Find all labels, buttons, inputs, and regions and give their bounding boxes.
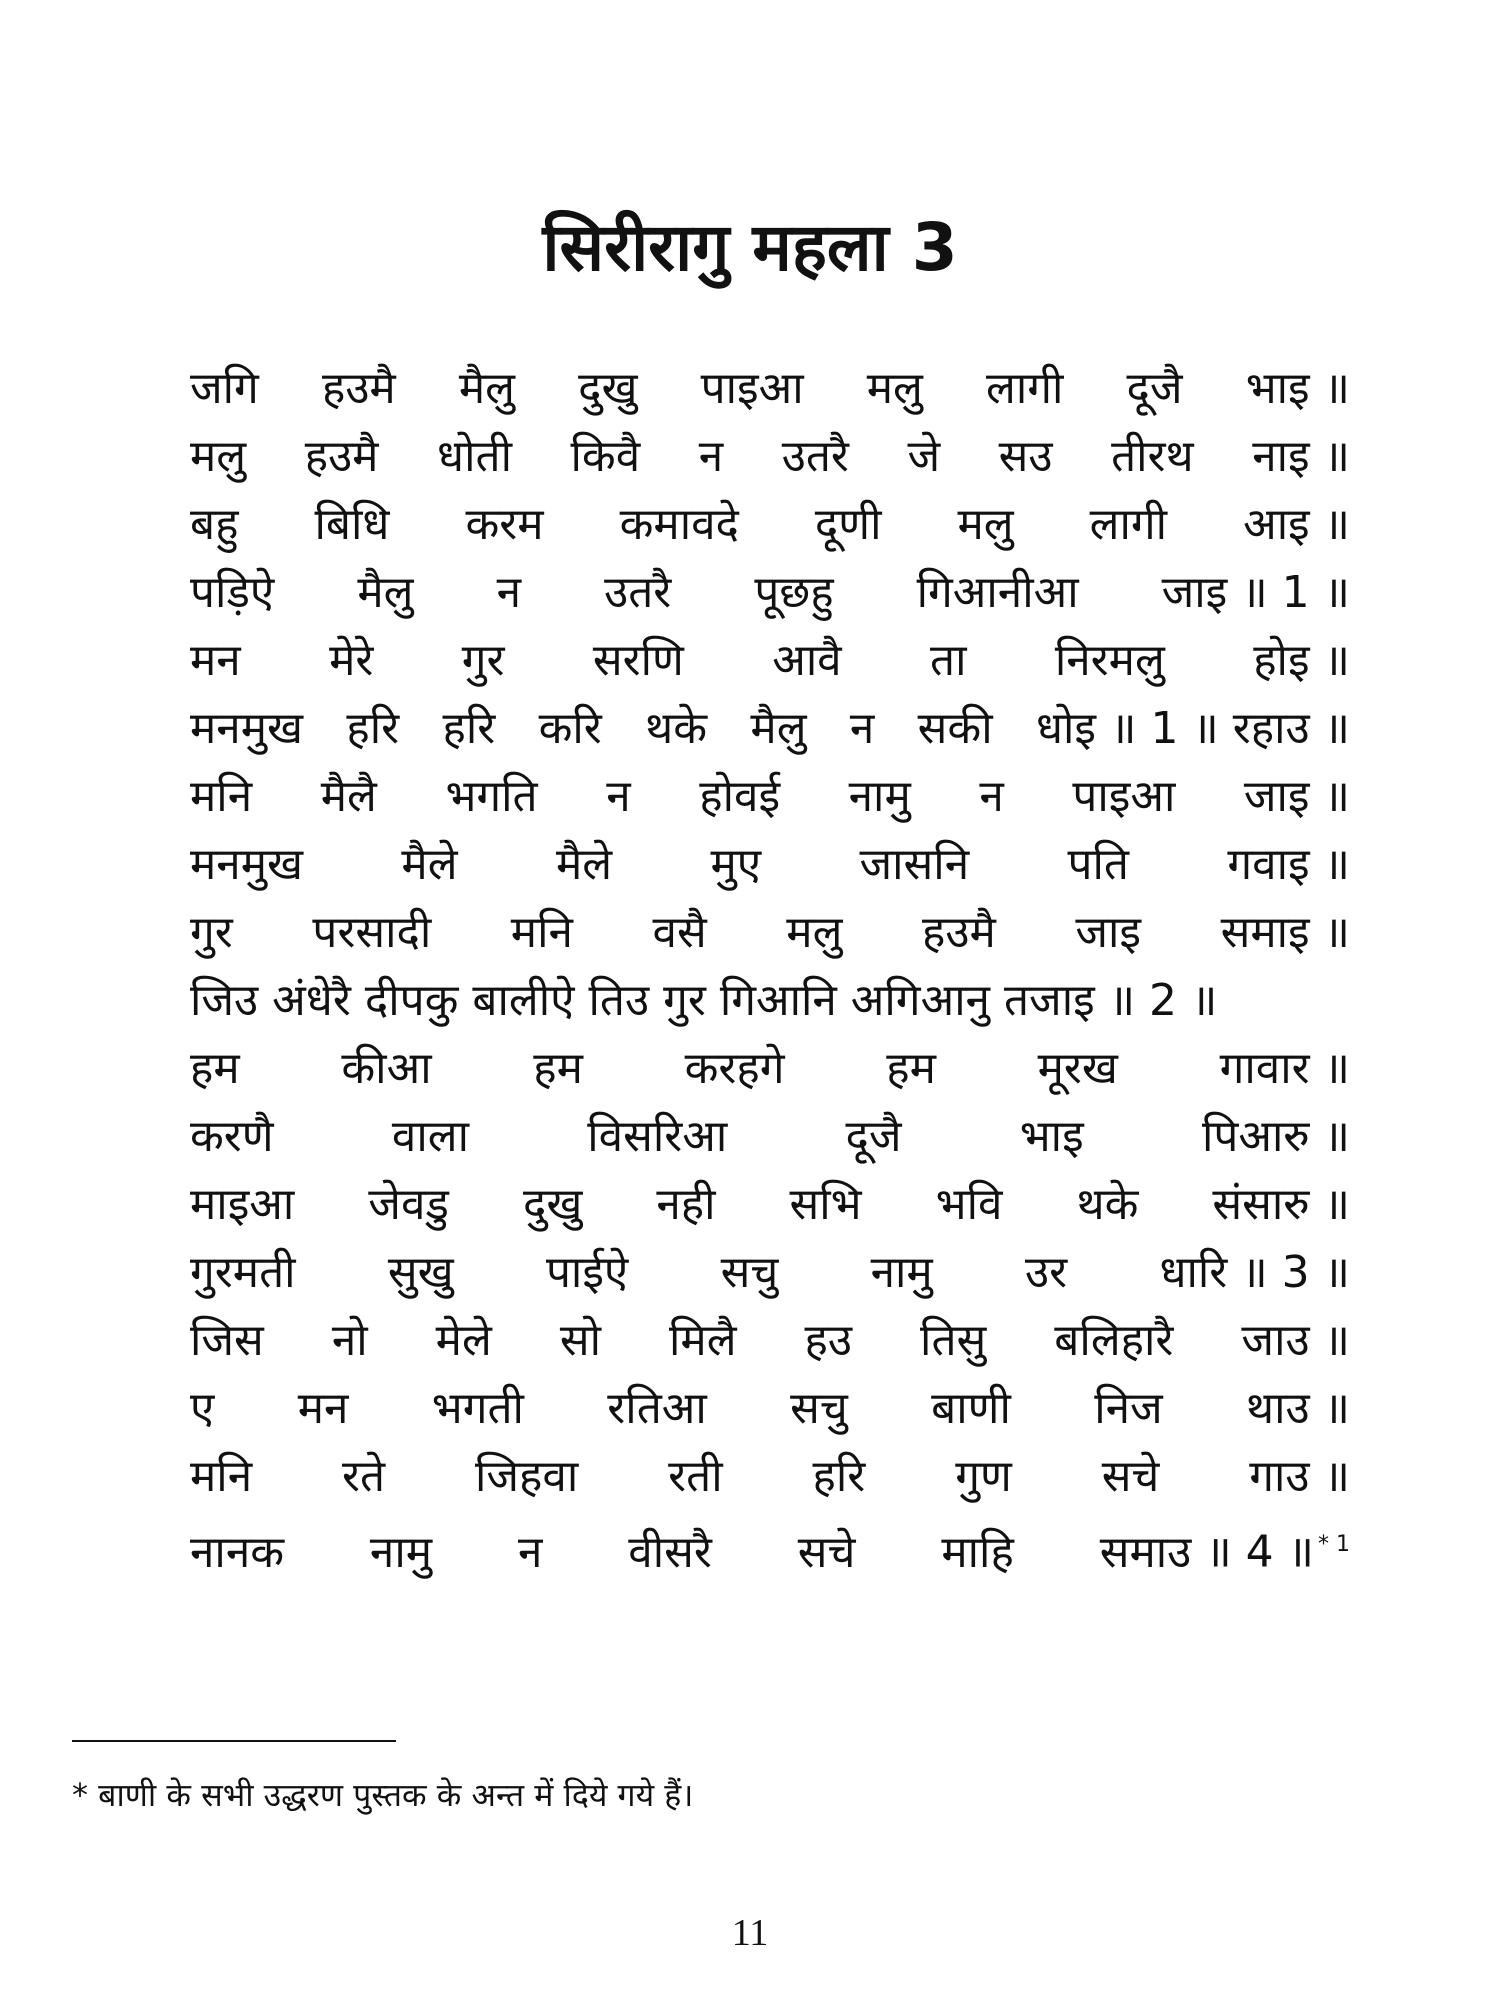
verse-word: होवई (699, 771, 781, 822)
footnote-divider (72, 1740, 396, 1742)
verse-word: भवि (935, 1179, 1003, 1230)
verse-end-text: ॥ 4 ॥ (1205, 1526, 1314, 1578)
verse-word: जाइ (1161, 567, 1228, 618)
verse-end-text: ॥ (1323, 431, 1350, 482)
verse-word: आइ (1243, 499, 1310, 550)
verse-word: गिआनीआ (916, 567, 1079, 618)
verse-end-marker (1096, 695, 1350, 763)
verse-word: मैलु (357, 567, 414, 618)
verse-word: गुण (955, 1451, 1012, 1502)
verse-word: सभि (789, 1179, 862, 1230)
verse-word: जिस (190, 1315, 264, 1366)
verse-word: दूजै (845, 1111, 902, 1162)
verse-word: बिधि (314, 499, 390, 550)
verse-word: परसादी (312, 907, 432, 958)
verse-line (190, 355, 1350, 423)
verse-end-marker (1310, 355, 1350, 423)
verse-line (190, 1103, 1350, 1171)
verse-word: जिहवा (475, 1451, 579, 1502)
verse-word: पति (1067, 839, 1129, 890)
verse-word: तिउ (588, 975, 650, 1026)
verse-word: कमावदे (619, 499, 739, 550)
verse-end-text: ॥ 3 ॥ (1241, 1247, 1350, 1298)
verse-end-text: ॥ (1323, 1383, 1350, 1434)
verse-word: न (698, 431, 724, 482)
verse-word: मलु (866, 363, 923, 414)
verse-word: सकी (917, 703, 993, 754)
verse-line (190, 1035, 1350, 1103)
verse-word: पाइआ (1072, 771, 1176, 822)
verse-word: न (606, 771, 631, 822)
verse-word: भगति (445, 771, 538, 822)
verse-word: तिसु (920, 1315, 987, 1366)
verse-word: रते (342, 1451, 386, 1502)
verse-word: नानक (190, 1526, 285, 1578)
verse-word: उतरै (604, 567, 672, 618)
verse-word: मलु (190, 431, 247, 482)
verse-word: मुए (710, 839, 762, 890)
verse-word: धोइ (1035, 703, 1097, 754)
verse-end-marker (1310, 627, 1350, 695)
verse-end-marker (1227, 1239, 1350, 1307)
verse-word: गवाइ (1227, 839, 1310, 890)
verse-word: हउ (804, 1315, 853, 1366)
verse-end-marker (1095, 967, 1218, 1035)
verse-words (190, 1443, 1310, 1511)
verse-end-text: ॥ 1 ॥ रहाउ ॥ (1110, 703, 1350, 754)
verse-words (190, 763, 1310, 831)
verse-word: नाइ (1252, 431, 1310, 482)
verse-word: हम (886, 1043, 936, 1094)
verse-line (190, 899, 1350, 967)
verse-word: सरणि (592, 635, 684, 686)
verse-words (190, 491, 1310, 559)
verse-word: तजाइ (1003, 975, 1095, 1026)
verse-word: बाणी (931, 1383, 1011, 1434)
verse-word: जाइ (1243, 771, 1310, 822)
verse-line (190, 1307, 1350, 1375)
verse-end-marker (1310, 1375, 1350, 1443)
verse-word: आवै (772, 635, 842, 686)
verse-end-marker (1227, 559, 1350, 627)
page-number: 11 (731, 1912, 769, 1954)
verse-words (190, 1375, 1310, 1443)
verse-line (190, 831, 1350, 899)
verse-word: पिआरु (1201, 1111, 1310, 1162)
verse-word: सुखु (387, 1247, 454, 1298)
verse-word: कीआ (341, 1043, 432, 1094)
verse-words (190, 1307, 1310, 1375)
verse-end-text: ॥ (1323, 1179, 1350, 1230)
verse-word: करम (465, 499, 544, 550)
verse-word: नामु (848, 771, 911, 822)
verse-word: गुर (663, 975, 706, 1026)
verse-block (190, 355, 1350, 1579)
verse-end-text: ॥ (1323, 1315, 1350, 1366)
verse-word: मनि (190, 771, 253, 822)
verse-word: हरि (442, 703, 496, 754)
verse-word: वसै (652, 907, 707, 958)
verse-word: मनमुख (190, 839, 304, 890)
verse-word: लागी (986, 363, 1064, 414)
verse-word: किवै (570, 431, 641, 482)
verse-line (190, 1511, 1350, 1579)
verse-word: न (849, 703, 875, 754)
verse-line (190, 1239, 1350, 1307)
verse-end-marker (1310, 1443, 1350, 1511)
verse-word: मेरे (329, 635, 374, 686)
verse-word: सचे (797, 1526, 856, 1578)
verse-word: मैले (555, 839, 613, 890)
verse-word: मूरख (1037, 1043, 1118, 1094)
verse-word: दुखु (578, 363, 638, 414)
verse-word: न (496, 567, 521, 618)
verse-end-text: ॥ (1323, 839, 1350, 890)
verse-end-text: ॥ (1323, 363, 1350, 414)
verse-end-text: ॥ (1323, 1451, 1350, 1502)
footnote: * बाणी के सभी उद्धरण पुस्तक के अन्त में दिये गये हैं। (72, 1776, 694, 1814)
verse-word: सो (559, 1315, 601, 1366)
verse-end-text: ॥ (1323, 1111, 1350, 1162)
verse-word: हउमै (304, 431, 379, 482)
verse-words (190, 1035, 1310, 1103)
verse-end-text: ॥ (1323, 635, 1350, 686)
verse-end-marker (1310, 423, 1350, 491)
verse-word: मैलु (750, 703, 807, 754)
verse-words (190, 355, 1310, 423)
verse-line (190, 423, 1350, 491)
verse-word: पाईऐ (545, 1247, 629, 1298)
verse-word: दीपकु (364, 975, 459, 1026)
verse-word: अगिआनु (850, 975, 990, 1026)
verse-words (190, 1103, 1310, 1171)
verse-word: समाउ (1099, 1526, 1192, 1578)
verse-word: उर (1025, 1247, 1068, 1298)
verse-word: बहु (190, 499, 239, 550)
verse-end-text: ॥ 1 ॥ (1241, 567, 1350, 618)
verse-word: भाइ (1245, 363, 1310, 414)
verse-end-marker (1310, 763, 1350, 831)
verse-word: करहगे (684, 1043, 785, 1094)
verse-word: गुर (190, 907, 233, 958)
verse-word: वीसरै (628, 1526, 712, 1578)
verse-end-text: ॥ (1323, 1043, 1350, 1094)
verse-word: न (517, 1526, 543, 1578)
verse-word: सउ (998, 431, 1053, 482)
verse-word: माहि (941, 1526, 1014, 1578)
verse-word: भगती (431, 1383, 524, 1434)
verse-end-marker (1310, 1171, 1350, 1239)
verse-word: दूजै (1126, 363, 1183, 414)
verse-word: मन (190, 635, 241, 686)
verse-word: रती (668, 1451, 723, 1502)
verse-end-text: ॥ (1323, 499, 1350, 550)
verse-line (190, 763, 1350, 831)
verse-word: सचु (790, 1383, 848, 1434)
verse-word: गावार (1219, 1043, 1310, 1094)
verse-word: हरि (812, 1451, 866, 1502)
verse-words (190, 967, 1095, 1035)
verse-word: हउमै (321, 363, 396, 414)
verse-word: जेवडु (368, 1179, 449, 1230)
verse-word: हरि (346, 703, 400, 754)
verse-word: नामु (369, 1526, 433, 1578)
verse-word: संसारु (1212, 1179, 1310, 1230)
verse-word: रतिआ (607, 1383, 707, 1434)
verse-end-text: ॥ 2 ॥ (1108, 975, 1218, 1026)
verse-line (190, 1443, 1350, 1511)
verse-word: होइ (1253, 635, 1310, 686)
verse-line (190, 967, 1350, 1035)
verse-word: सचु (720, 1247, 779, 1298)
verse-end-marker (1310, 1103, 1350, 1171)
verse-line (190, 1375, 1350, 1443)
verse-word: मनि (190, 1451, 253, 1502)
verse-word: निज (1094, 1383, 1163, 1434)
verse-word: लागी (1089, 499, 1168, 550)
verse-word: करणै (190, 1111, 274, 1162)
verse-word: ता (930, 635, 967, 686)
verse-words (190, 831, 1310, 899)
verse-word: थाउ (1246, 1383, 1310, 1434)
page-title: सिरीरागु महला 3 (542, 209, 958, 286)
verse-word: समाइ (1220, 907, 1310, 958)
verse-word: थके (1076, 1179, 1139, 1230)
verse-word: जगि (190, 363, 259, 414)
verse-end-marker (1310, 1035, 1350, 1103)
verse-end-text: ॥ (1323, 771, 1350, 822)
verse-word: ए (190, 1383, 215, 1434)
verse-end-marker (1310, 491, 1350, 559)
verse-line (190, 695, 1350, 763)
verse-word: जाउ (1241, 1315, 1310, 1366)
verse-word: नामु (870, 1247, 933, 1298)
verse-word: विसरिआ (587, 1111, 728, 1162)
verse-word: पूछहु (754, 567, 834, 618)
verse-word: हम (190, 1043, 240, 1094)
verse-word: वाला (391, 1111, 469, 1162)
verse-word: मैले (401, 839, 458, 890)
verse-word: करि (538, 703, 602, 754)
verse-words (190, 423, 1310, 491)
verse-end-marker (1191, 1511, 1350, 1587)
verse-word: उतरै (781, 431, 849, 482)
verse-word: मैलै (320, 771, 377, 822)
verse-words (190, 627, 1310, 695)
verse-word: पड़िऐ (190, 567, 275, 618)
verse-word: मेले (435, 1315, 492, 1366)
verse-word: मनि (510, 907, 573, 958)
verse-word: बालीऐ (472, 975, 575, 1026)
verse-word: पाइआ (700, 363, 804, 414)
verse-word: धारि (1159, 1247, 1228, 1298)
verse-word: सचे (1101, 1451, 1160, 1502)
verse-word: बलिहारै (1054, 1315, 1174, 1366)
verse-word: जिउ (190, 975, 259, 1026)
verse-word: थके (645, 703, 708, 754)
verse-end-text: ॥ (1323, 907, 1350, 958)
verse-word: गुर (461, 635, 505, 686)
verse-word: भाइ (1019, 1111, 1084, 1162)
verse-word: गिआनि (719, 975, 837, 1026)
verse-word: न (979, 771, 1004, 822)
verse-word: दूणी (814, 499, 882, 550)
verse-word: गाउ (1249, 1451, 1310, 1502)
verse-end-marker (1310, 831, 1350, 899)
verse-word: हम (533, 1043, 583, 1094)
verse-words (190, 1519, 1191, 1587)
verse-word: मैलु (458, 363, 516, 414)
verse-word: जासनि (859, 839, 970, 890)
verse-word: मलु (957, 499, 1014, 550)
verse-word: दुखु (522, 1179, 583, 1230)
verse-word: मिलै (668, 1315, 737, 1366)
verse-end-marker (1310, 1307, 1350, 1375)
verse-words (190, 695, 1096, 763)
verse-word: तीरथ (1111, 431, 1194, 482)
verse-line (190, 627, 1350, 695)
verse-word: नो (331, 1315, 368, 1366)
verse-word: अंधेरै (272, 975, 351, 1026)
verse-words (190, 899, 1310, 967)
verse-words (190, 559, 1227, 627)
verse-words (190, 1239, 1227, 1307)
verse-word: गुरमती (190, 1247, 296, 1298)
verse-word: मन (297, 1383, 349, 1434)
verse-word: माइआ (190, 1179, 295, 1230)
verse-words (190, 1171, 1310, 1239)
verse-line (190, 559, 1350, 627)
verse-word: नही (656, 1179, 716, 1230)
verse-word: मनमुख (190, 703, 304, 754)
verse-word: हउमै (922, 907, 996, 958)
verse-line (190, 491, 1350, 559)
verse-end-marker (1310, 899, 1350, 967)
verse-word: धोती (437, 431, 512, 482)
verse-word: जे (907, 431, 941, 482)
verse-word: मलु (786, 907, 843, 958)
verse-word: जाइ (1075, 907, 1142, 958)
verse-line (190, 1171, 1350, 1239)
verse-word: निरमलु (1054, 635, 1165, 686)
footnote-reference: * 1 (1318, 1532, 1350, 1557)
